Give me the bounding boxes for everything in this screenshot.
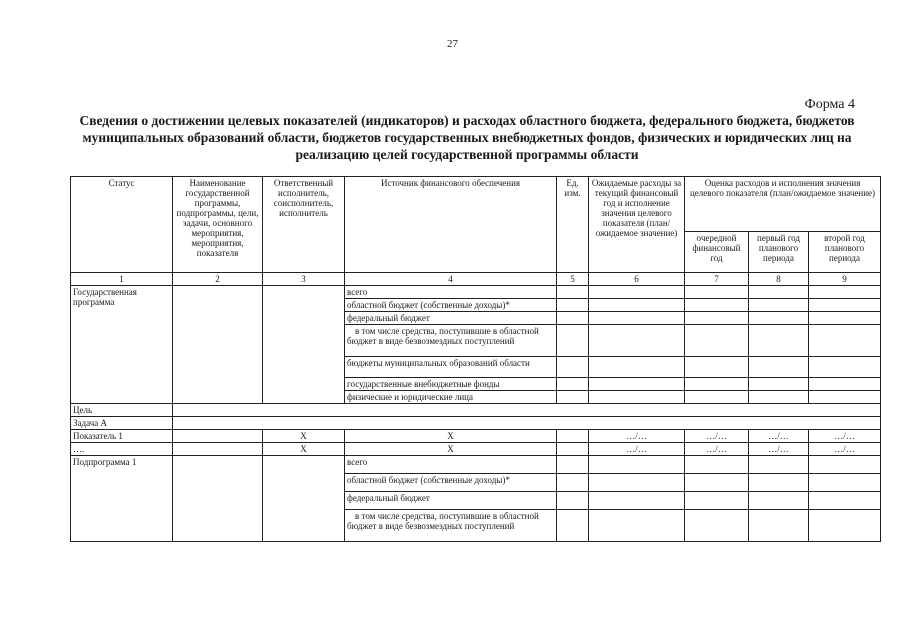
source-cell: областной бюджет (собственные доходы)*	[345, 299, 557, 312]
page-number: 27	[447, 38, 458, 50]
program-name-cell	[173, 286, 263, 404]
source-cell: всего	[345, 456, 557, 474]
source-cell: бюджеты муниципальных образований области	[345, 357, 557, 378]
program-status-cell: Государственная программа	[71, 286, 173, 404]
source-cell: физические и юридические лица	[345, 391, 557, 404]
header-plan-year-2: второй год планового периода	[809, 232, 881, 273]
subprogram-responsible-cell	[263, 456, 345, 542]
source-cell: федеральный бюджет	[345, 492, 557, 510]
ellipsis-value: …/…	[685, 443, 749, 456]
goal-row	[71, 404, 881, 417]
ellipsis-value: …/…	[589, 443, 685, 456]
ellipsis-x-responsible: Х	[263, 443, 345, 456]
col-number: 1	[71, 273, 173, 286]
ellipsis-value: …/…	[749, 443, 809, 456]
task-label: Задача А	[71, 417, 173, 430]
report-table	[70, 176, 881, 542]
table-row	[71, 286, 881, 299]
indicator-value: …/…	[685, 430, 749, 443]
header-plan-year-1: первый год планового периода	[749, 232, 809, 273]
subprogram-status-cell: Подпрограмма 1	[71, 456, 173, 542]
source-cell: областной бюджет (собственные доходы)*	[345, 474, 557, 492]
column-numbers-row	[71, 273, 881, 286]
col-number: 5	[557, 273, 589, 286]
source-cell: в том числе средства, поступившие в областной бюджет в виде безвозмездных поступлений	[345, 325, 557, 357]
header-row	[71, 177, 881, 232]
indicator-label: Показатель 1	[71, 430, 173, 443]
indicator-x-source: Х	[345, 430, 557, 443]
ellipsis-label: ….	[71, 443, 173, 456]
indicator-x-responsible: Х	[263, 430, 345, 443]
header-expected: Ожидаемые расходы за текущий финансовый год и исполнение значения целевого показателя (план/ожидаемое значение)	[589, 177, 685, 273]
header-status: Статус	[71, 177, 173, 273]
indicator-value: …/…	[589, 430, 685, 443]
header-next-year: очередной финансовый год	[685, 232, 749, 273]
source-cell: всего	[345, 286, 557, 299]
header-unit: Ед. изм.	[557, 177, 589, 273]
form-label: Форма 4	[804, 97, 855, 112]
col-number: 8	[749, 273, 809, 286]
program-responsible-cell	[263, 286, 345, 404]
indicator-value: …/…	[749, 430, 809, 443]
header-assessment: Оценка расходов и исполнения значения целевого показателя (план/ожидаемое значение)	[685, 177, 881, 232]
header-source: Источник финансового обеспечения	[345, 177, 557, 273]
col-number: 3	[263, 273, 345, 286]
indicator-value: …/…	[809, 430, 881, 443]
indicator-row	[71, 430, 881, 443]
col-number: 6	[589, 273, 685, 286]
task-row	[71, 417, 881, 430]
source-cell: в том числе средства, поступившие в областной бюджет в виде безвозмездных поступлений	[345, 510, 557, 542]
table-row	[71, 456, 881, 474]
document-title: Сведения о достижении целевых показателей (индикаторов) и расходах областного бюджета, федерального бюджета, бюджетов муниципальных образований области, бюджетов государственных внебюджетных фондов, физических и юридических лиц на реализацию целей государственной программы области	[79, 113, 855, 162]
col-number: 4	[345, 273, 557, 286]
subprogram-name-cell	[173, 456, 263, 542]
col-number: 7	[685, 273, 749, 286]
ellipsis-row	[71, 443, 881, 456]
header-name: Наименование государственной программы, подпрограммы, цели, задачи, основного мероприятия, мероприятия, показателя	[173, 177, 263, 273]
ellipsis-x-source: Х	[345, 443, 557, 456]
header-responsible: Ответственный исполнитель, соисполнитель, исполнитель	[263, 177, 345, 273]
source-cell: государственные внебюджетные фонды	[345, 378, 557, 391]
col-number: 9	[809, 273, 881, 286]
goal-label: Цель	[71, 404, 173, 417]
source-cell: федеральный бюджет	[345, 312, 557, 325]
ellipsis-value: …/…	[809, 443, 881, 456]
col-number: 2	[173, 273, 263, 286]
